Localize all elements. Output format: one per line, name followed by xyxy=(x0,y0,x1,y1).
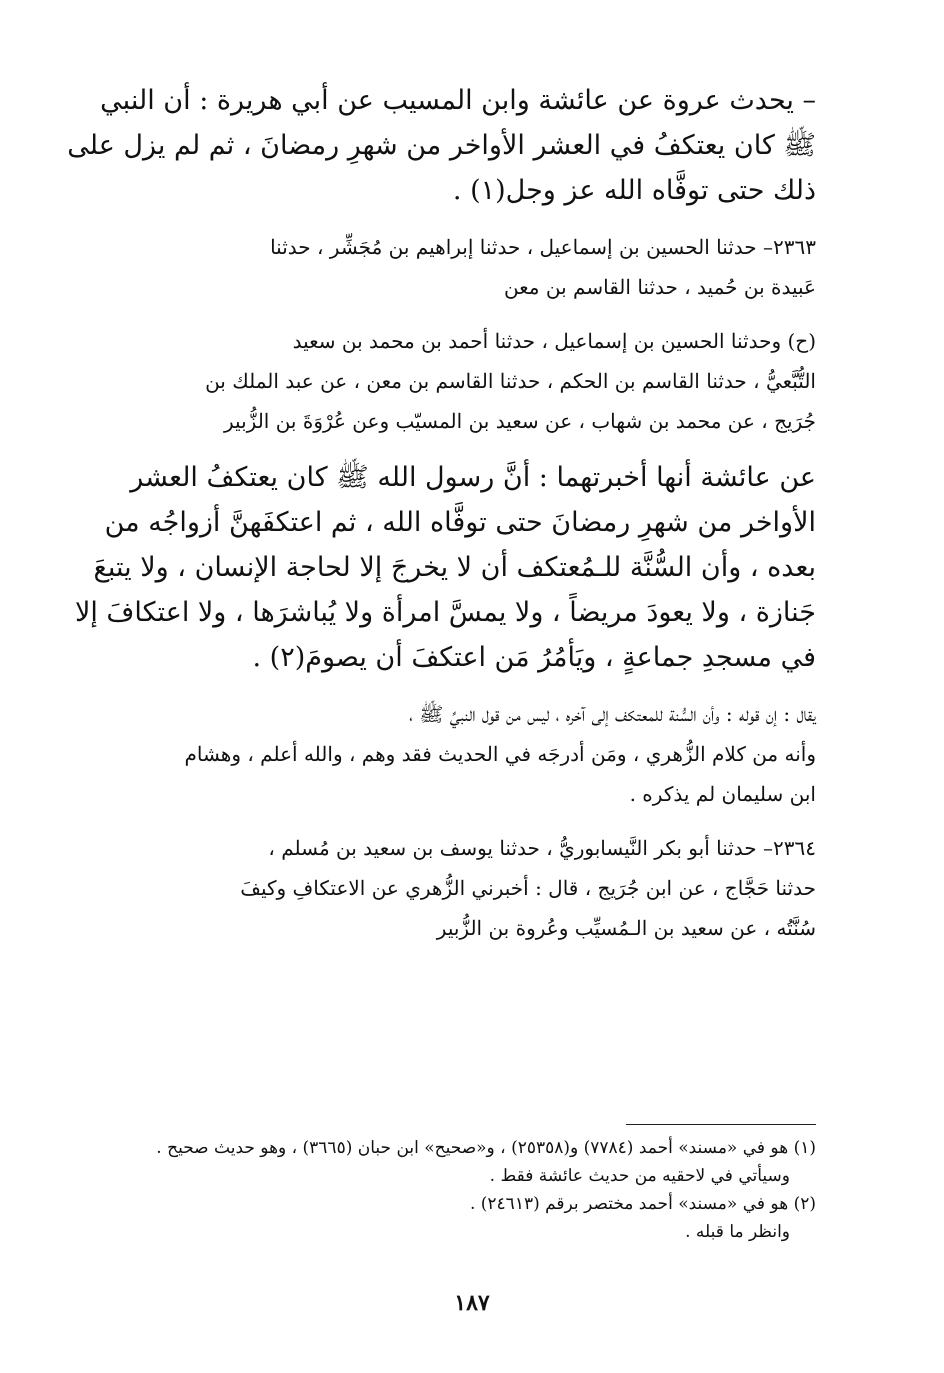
text-line: التُّبَّعيُّ ، حدثنا القاسم بن الحكم ، حدثنا القاسم بن معن ، عن عبد الملك بن xyxy=(205,369,816,393)
text-line: في مسجدِ جماعةٍ ، ويَأمُرُ مَن اعتكفَ أن يصومَ(٢) . xyxy=(252,642,816,673)
text-line: الأواخر من شهرِ رمضانَ حتى توفَّاه الله ، ثم اعتكفَهنَّ أزواجُه من xyxy=(104,507,816,538)
paragraph-isnad-2363 xyxy=(126,227,816,307)
text-line: ذلك حتى توفَّاه الله عز وجل(١) . xyxy=(452,175,816,206)
text-line: – يحدث عروة عن عائشة وابن المسيب عن أبي هريرة : أن النبي xyxy=(100,85,816,116)
paragraph-commentary xyxy=(126,694,816,814)
text-line: جَنازة ، ولا يعودَ مريضاً ، ولا يمسَّ امرأة ولا يُباشرَها ، ولا اعتكافَ إلا xyxy=(74,597,816,628)
text-line: ﷺ كان يعتكفُ في العشر الأواخر من شهرِ رمضانَ ، ثم لم يزل على xyxy=(67,130,816,161)
footnote-1: (١) هو في «مسند» أحمد (٧٧٨٤) و(٢٥٣٥٨) ، و«صحيح» ابن حبان (٣٦٦٥) ، وهو حديث صحيح . xyxy=(156,1138,816,1158)
text-line: وأنه من كلام الزُّهري ، ومَن أدرجَه في الحديث فقد وهم ، والله أعلم ، وهشام xyxy=(184,742,816,766)
footnote-2-continuation: وانظر ما قبله . xyxy=(685,1222,790,1242)
page-number: ١٨٧ xyxy=(454,1290,490,1316)
text-line: يقال : إن قوله : وأن السُّنة للمعتكف إلى آخره ، ليس من قول النبيِّ ﷺ ، xyxy=(409,702,816,726)
text-line: ٢٣٦٣– حدثنا الحسين بن إسماعيل ، حدثنا إبراهيم بن مُجَشِّر ، حدثنا xyxy=(270,235,816,259)
paragraph-matn-aisha xyxy=(74,455,816,680)
page-body xyxy=(67,78,816,948)
text-line: ابن سليمان لم يذكره . xyxy=(629,782,816,806)
text-line: عَبيدة بن حُميد ، حدثنا القاسم بن معن xyxy=(503,275,816,299)
text-line: جُرَيج ، عن محمد بن شهاب ، عن سعيد بن المسيّب وعن عُرْوَةَ بن الزُّبير xyxy=(224,409,816,433)
text-line: بعده ، وأن السُّنَّة للـمُعتكف أن لا يخرجَ إلا لحاجة الإنسان ، ولا يتبعَ xyxy=(93,552,816,583)
footnote-separator xyxy=(626,1124,816,1125)
paragraph-hadith-intro xyxy=(67,78,816,213)
text-line: حدثنا حَجَّاج ، عن ابن جُرَيج ، قال : أخبرني الزُّهري عن الاعتكافِ وكيفَ xyxy=(240,876,816,900)
text-line: عن عائشة أنها أخبرتهما : أنَّ رسول الله ﷺ كان يعتكفُ العشر xyxy=(130,462,816,493)
footnote-1-continuation: وسيأتي في لاحقيه من حديث عائشة فقط . xyxy=(489,1166,790,1186)
footnote-2: (٢) هو في «مسند» أحمد مختصر برقم (٢٤٦١٣) . xyxy=(469,1194,816,1214)
text-line: ٢٣٦٤– حدثنا أبو بكر النَّيسابوريُّ ، حدثنا يوسف بن سعيد بن مُسلم ، xyxy=(268,836,816,860)
text-line: (ح) وحدثنا الحسين بن إسماعيل ، حدثنا أحمد بن محمد بن سعيد xyxy=(292,329,816,353)
paragraph-isnad-2364 xyxy=(126,828,816,948)
paragraph-isnad-ha xyxy=(126,321,816,441)
text-line: سُنَّتُه ، عن سعيد بن الـمُسيِّب وعُروة بن الزُّبير xyxy=(436,916,816,940)
footnotes xyxy=(126,1134,816,1246)
